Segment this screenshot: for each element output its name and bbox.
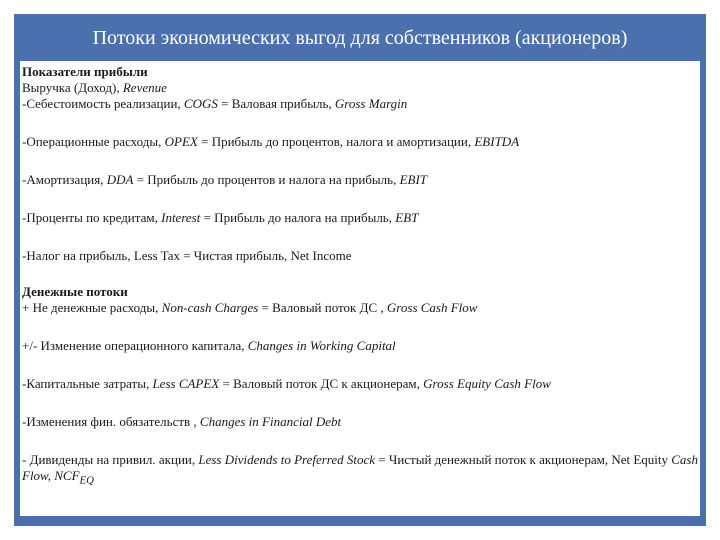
div-sub: EQ <box>79 474 94 487</box>
gross-cf-pre: + Не денежные расходы, <box>22 300 162 315</box>
slide-content <box>20 61 700 516</box>
working-capital-line <box>22 338 698 354</box>
ebitda-term1: OPEX <box>164 134 198 149</box>
gross-margin-line <box>22 96 698 112</box>
ebit-mid: = Прибыль до процентов и налога на прибыль, <box>133 172 400 187</box>
gross-cash-flow-line <box>22 300 698 316</box>
gross-cf-term2: Gross Cash Flow <box>386 300 478 315</box>
revenue-text: Выручка (Доход), <box>22 80 123 95</box>
gross-mid: = Валовая прибыль, <box>217 96 335 111</box>
capex-mid: = Валовый поток ДС к акционерам, <box>219 376 424 391</box>
ebitda-pre: -Операционные расходы, <box>22 134 165 149</box>
ebit-line <box>22 172 698 188</box>
slide-title: Потоки экономических выгод для собственников (акционеров) <box>92 27 628 49</box>
capex-term1: Less CAPEX <box>152 376 220 391</box>
ebt-term2: EBT <box>395 210 419 225</box>
ebit-term2: EBIT <box>399 172 428 187</box>
ebitda-term2: EBITDA <box>474 134 520 149</box>
capex-term2: Gross Equity Cash Flow <box>423 376 551 391</box>
ebt-term1: Interest <box>161 210 201 225</box>
div-term2: Cash Flow, NCF <box>22 452 698 483</box>
ebitda-line <box>22 134 698 150</box>
div-pre: - Дивиденды на привил. акции, <box>22 452 199 467</box>
div-term1: Less Dividends to Preferred Stock <box>198 452 376 467</box>
ebt-line <box>22 210 698 226</box>
div-mid: = Чистый денежный поток к акционерам, Net Equity <box>375 452 672 467</box>
wc-pre: +/- Изменение операционного капитала, <box>22 338 248 353</box>
ebt-pre: -Проценты по кредитам, <box>22 210 162 225</box>
capex-pre: -Капитальные затраты, <box>22 376 153 391</box>
financial-debt-line <box>22 414 698 430</box>
dividends-line <box>22 452 698 489</box>
gross-cf-mid: = Валовый поток ДС , <box>258 300 387 315</box>
capex-line <box>22 376 698 392</box>
ebitda-mid: = Прибыль до процентов, налога и амортизации, <box>197 134 475 149</box>
ebit-pre: -Амортизация, <box>22 172 107 187</box>
debt-pre: -Изменения фин. обязательств , <box>22 414 200 429</box>
gross-pre: -Себестоимость реализации, <box>22 96 184 111</box>
wc-term1: Changes in Working Capital <box>247 338 396 353</box>
ebit-term1: DDA <box>106 172 134 187</box>
slide-frame <box>14 14 706 526</box>
gross-term2: Gross Margin <box>334 96 408 111</box>
profit-heading: Показатели прибыли <box>22 64 148 79</box>
ebt-mid: = Прибыль до налога на прибыль, <box>200 210 396 225</box>
revenue-term: Revenue <box>122 80 167 95</box>
debt-term1: Changes in Financial Debt <box>199 414 342 429</box>
gross-term1: COGS <box>183 96 218 111</box>
gross-cf-term1: Non-cash Charges <box>161 300 259 315</box>
cash-heading: Денежные потоки <box>22 284 128 299</box>
revenue-line <box>22 80 698 96</box>
net-income-line: -Налог на прибыль, Less Tax = Чистая прибыль, Net Income <box>22 248 352 263</box>
